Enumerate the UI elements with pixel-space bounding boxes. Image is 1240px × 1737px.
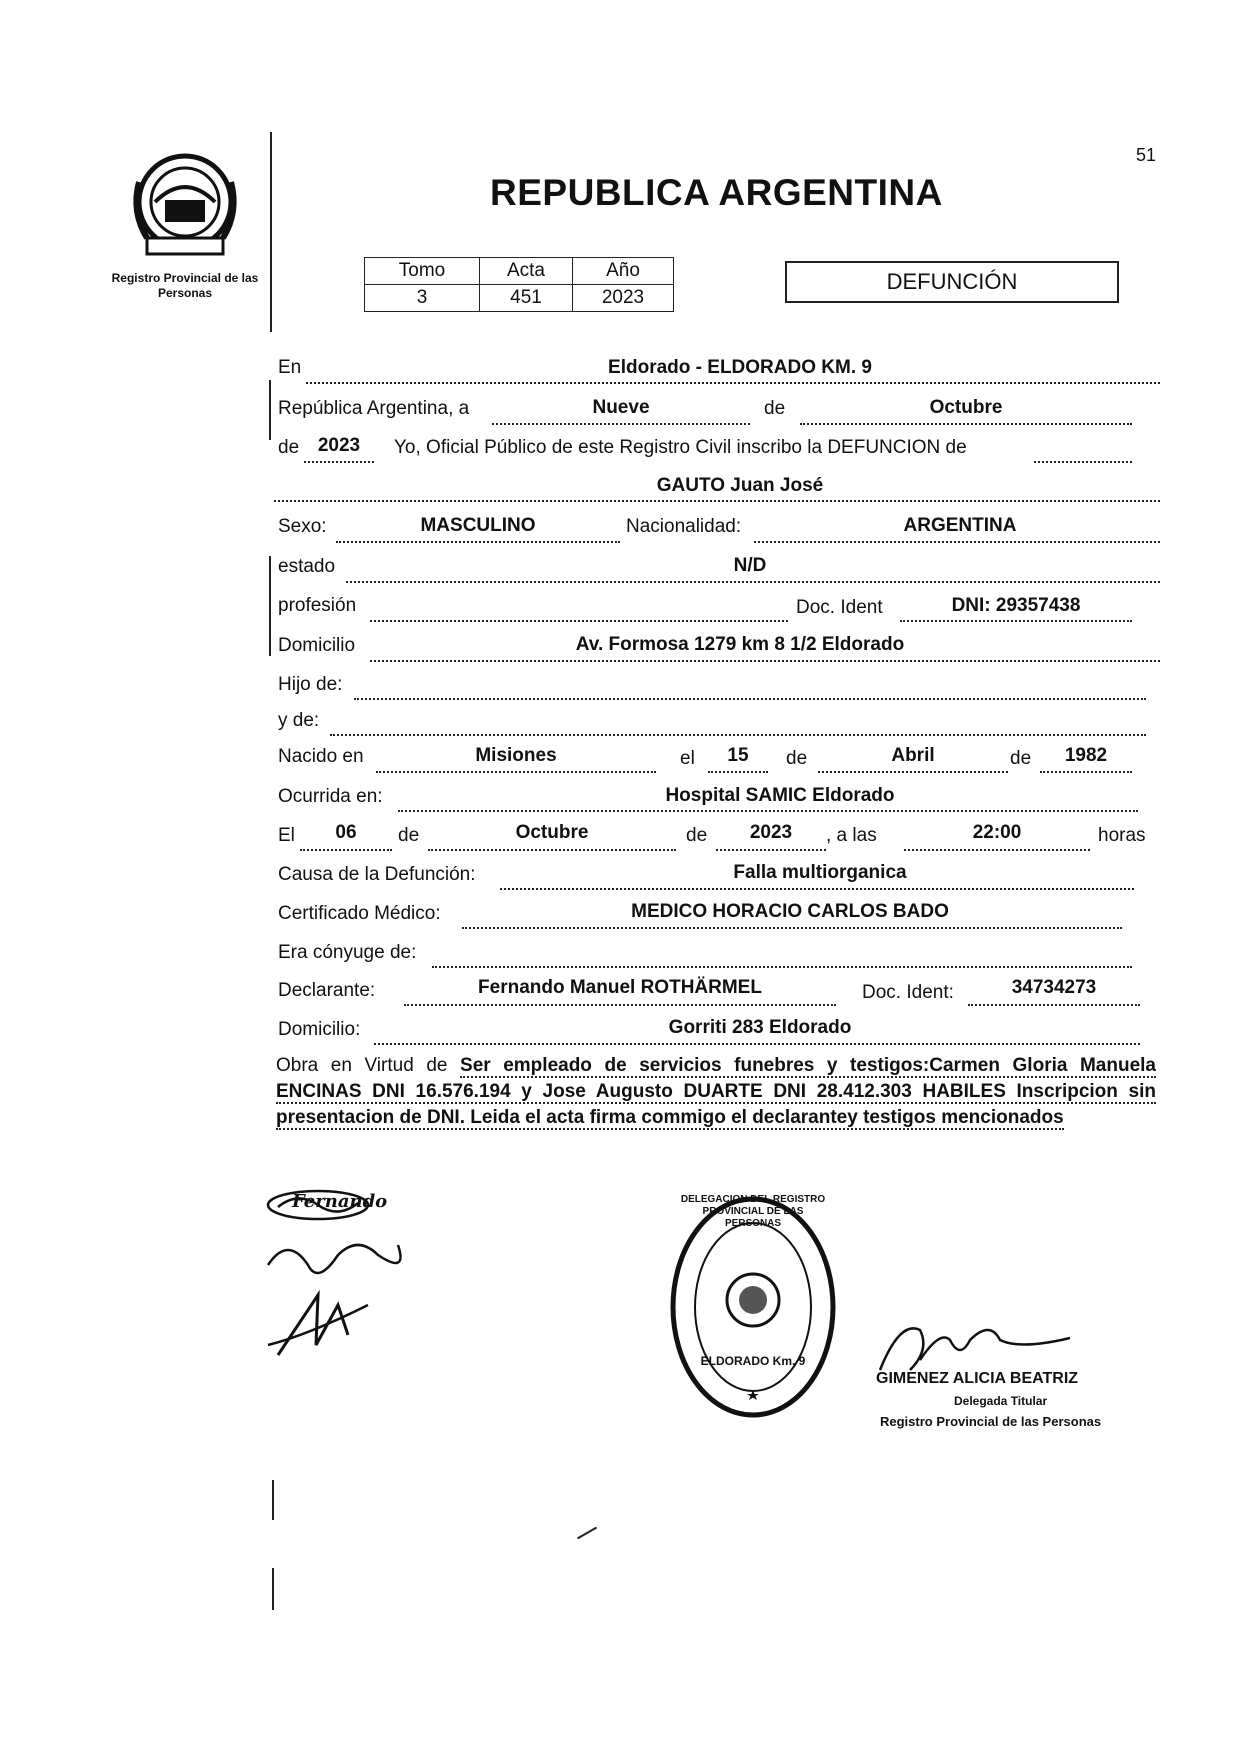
dia-value: Nueve <box>592 397 650 418</box>
dotted-line <box>432 966 1132 968</box>
mes-value: Octubre <box>929 397 1003 418</box>
label-de: de <box>764 398 786 419</box>
dotted-line <box>900 620 1132 622</box>
label-doc-ident: Doc. Ident: <box>862 982 954 1003</box>
anio-value: 2023 <box>317 435 361 456</box>
dotted-line <box>968 1004 1140 1006</box>
page-number: 51 <box>1136 145 1157 165</box>
value-acta: 451 <box>480 285 573 312</box>
form-margin-line <box>269 380 271 440</box>
dotted-line <box>346 581 1160 583</box>
seal-text: DELEGACION DEL REGISTRO PROVINCIAL DE LAS PERSONAS <box>680 1194 826 1229</box>
label-causa: Causa de la Defunción: <box>278 864 476 885</box>
nac-dia-value: 15 <box>727 745 749 766</box>
estado-value: N/D <box>733 555 767 576</box>
value-anio: 2023 <box>573 285 674 312</box>
nombre-value: GAUTO Juan José <box>656 475 824 496</box>
label-horas: horas <box>1098 825 1146 846</box>
dotted-line <box>818 771 1008 773</box>
nacido-lugar-value: Misiones <box>475 745 557 766</box>
label-ocurrida: Ocurrida en: <box>278 786 383 807</box>
dotted-line <box>354 698 1146 700</box>
label-estado: estado <box>278 556 336 577</box>
seal-place: ELDORADO Km. 9 <box>700 1354 806 1368</box>
signatures-left <box>258 1185 428 1370</box>
dotted-line <box>716 849 826 851</box>
dotted-line <box>500 888 1134 890</box>
label-de: de <box>398 825 420 846</box>
dotted-line <box>336 541 620 543</box>
label-sexo: Sexo: <box>278 516 327 537</box>
nac-anio-value: 1982 <box>1064 745 1108 766</box>
header-tomo: Tomo <box>365 258 480 285</box>
dotted-line <box>274 500 1160 502</box>
label-el-def: El <box>278 825 295 846</box>
doc-ident-value: DNI: 29357438 <box>951 595 1081 616</box>
label-en: En <box>278 357 302 378</box>
dotted-line <box>398 810 1138 812</box>
dotted-line <box>306 382 1160 384</box>
dotted-line <box>754 541 1160 543</box>
signer-name: GIMENEZ ALICIA BEATRIZ <box>876 1370 1079 1387</box>
dotted-line <box>304 461 374 463</box>
label-doc-ident: Doc. Ident <box>796 597 883 618</box>
margin-mark <box>272 1568 274 1610</box>
dotted-line <box>370 660 1160 662</box>
dotted-line <box>462 927 1122 929</box>
header-acta: Acta <box>480 258 573 285</box>
value-tomo: 3 <box>365 285 480 312</box>
dotted-line <box>374 1043 1140 1045</box>
label-profesion: profesión <box>278 595 357 616</box>
declarante-value: Fernando Manuel ROTHÄRMEL <box>478 977 762 998</box>
dotted-line <box>428 849 676 851</box>
label-domicilio: Domicilio <box>278 635 356 656</box>
lugar-value: Eldorado - ELDORADO KM. 9 <box>608 357 872 378</box>
causa-value: Falla multiorganica <box>733 862 907 883</box>
record-type: DEFUNCIÓN <box>785 261 1119 303</box>
label-declarante: Declarante: <box>278 980 376 1001</box>
official-seal <box>668 1192 838 1427</box>
dotted-line <box>300 849 392 851</box>
dotted-line <box>492 423 750 425</box>
obra-paragraph <box>276 1053 1156 1131</box>
nac-mes-value: Abril <box>891 745 935 766</box>
label-hijo: Hijo de: <box>278 674 343 695</box>
def-anio-value: 2023 <box>749 822 793 843</box>
label-de: de <box>786 748 808 769</box>
signature-left-text: Fernando <box>292 1191 388 1212</box>
def-dia-value: 06 <box>335 822 357 843</box>
page-title: REPUBLICA ARGENTINA <box>490 172 943 213</box>
label-nacionalidad: Nacionalidad: <box>626 516 742 537</box>
dotted-line <box>1040 771 1132 773</box>
header-anio: Año <box>573 258 674 285</box>
registry-name: Registro Provincial de las Personas <box>111 271 259 300</box>
dotted-line <box>800 423 1132 425</box>
dotted-line <box>404 1004 836 1006</box>
signer-registry: Registro Provincial de las Personas <box>880 1414 1102 1429</box>
left-margin-line <box>270 132 272 332</box>
ocurrida-value: Hospital SAMIC Eldorado <box>665 785 895 806</box>
label-de: de <box>686 825 708 846</box>
declarante-doc-value: 34734273 <box>1011 977 1097 998</box>
label-el: el <box>680 748 695 769</box>
label-republica: República Argentina, a <box>278 398 470 419</box>
label-y-de: y de: <box>278 710 320 731</box>
label-nacido: Nacido en <box>278 746 364 767</box>
dotted-line <box>1034 461 1132 463</box>
domicilio-value: Av. Formosa 1279 km 8 1/2 Eldorado <box>575 634 905 655</box>
label-domicilio: Domicilio: <box>278 1019 361 1040</box>
hora-value: 22:00 <box>972 822 1022 843</box>
misiones-emblem <box>125 142 245 267</box>
def-mes-value: Octubre <box>515 822 589 843</box>
label-yo: Yo, Oficial Público de este Registro Civil inscribo la DEFUNCION de <box>394 437 967 458</box>
dotted-line <box>376 771 656 773</box>
label-certificado: Certificado Médico: <box>278 903 441 924</box>
dotted-line <box>708 771 768 773</box>
sexo-value: MASCULINO <box>420 515 536 536</box>
label-de: de <box>1010 748 1032 769</box>
declarante-domicilio-value: Gorriti 283 Eldorado <box>668 1017 852 1038</box>
certificado-value: MEDICO HORACIO CARLOS BADO <box>631 901 949 922</box>
obra-text: Ser empleado de servicios funebres y testigos:Carmen Gloria Manuela ENCINAS DNI 16.576.194 y Jose Augusto DUARTE DNI 28.412.303 HABILES Inscripcion sin presentacion de DNI. Leida el acta firma commigo el declarantey testigos mencionados <box>276 1055 1157 1128</box>
margin-mark <box>272 1480 274 1520</box>
pen-mark <box>577 1527 597 1540</box>
signer-role: Delegada Titular <box>954 1394 1048 1408</box>
dotted-line <box>904 849 1090 851</box>
label-obra: Obra en Virtud de <box>276 1055 448 1076</box>
form-margin-line <box>269 556 271 656</box>
label-a-las: , a las <box>826 825 877 846</box>
dotted-line <box>330 734 1146 736</box>
dotted-line <box>370 620 788 622</box>
label-de: de <box>278 437 300 458</box>
nacionalidad-value: ARGENTINA <box>903 515 1017 536</box>
label-conyuge: Era cónyuge de: <box>278 942 417 963</box>
record-table <box>364 257 674 312</box>
